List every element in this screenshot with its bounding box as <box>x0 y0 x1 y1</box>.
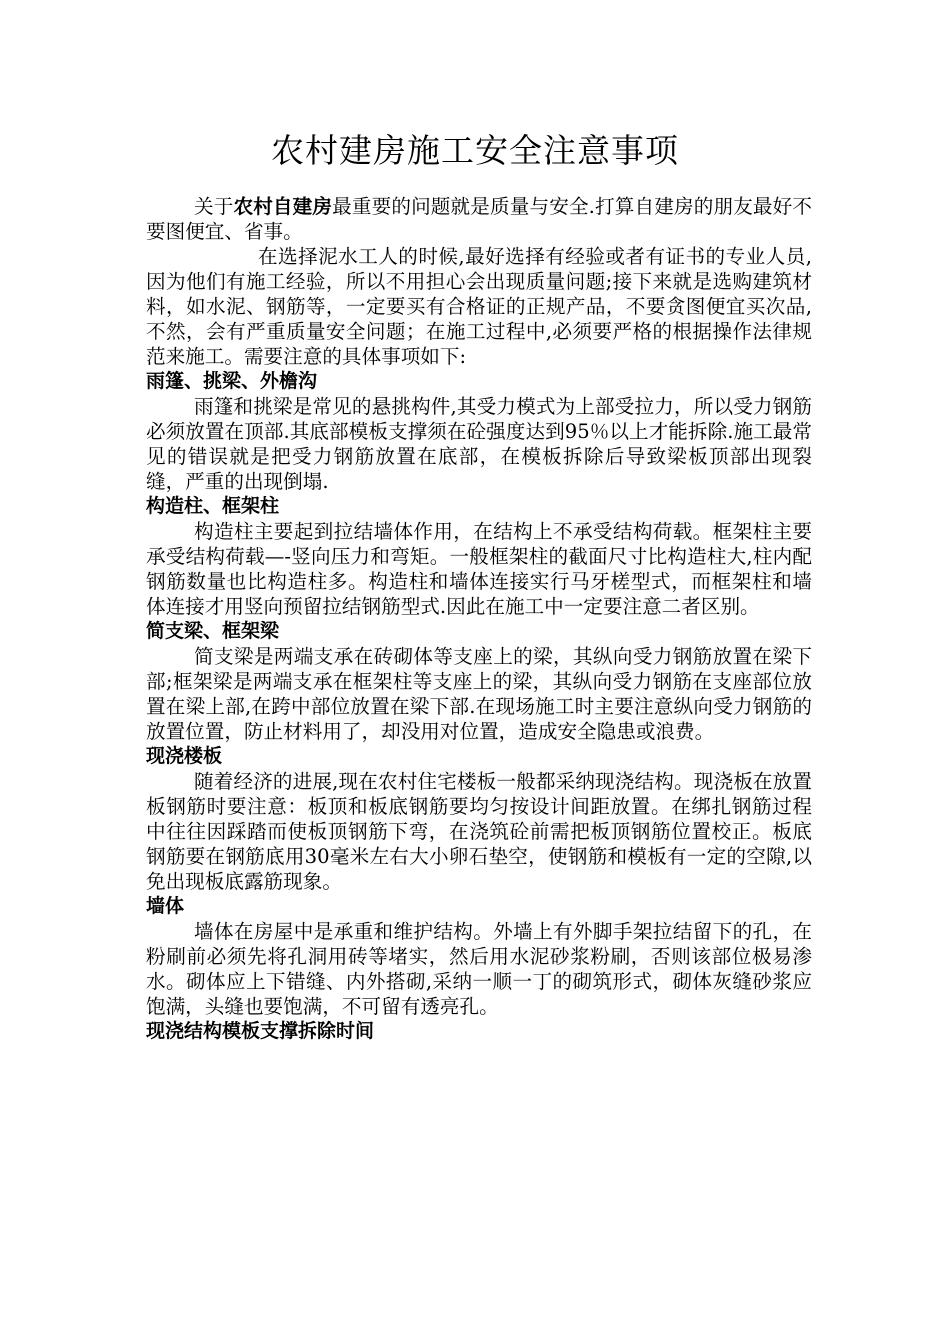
document-title: 农村建房施工安全注意事项 <box>271 131 679 170</box>
section-text-columns: 构造柱主要起到拉结墙体作用，在结构上不承受结构荷载。框架柱主要承受结构荷载—-竖向压力和弯矩。一般框架柱的截面尺寸比构造柱大,柱内配钢筋数量也比构造柱多。构造柱和墙体连接实行马牙槎型式，而框架柱和墙体连接才用竖向预留拉结钢筋型式.因此在施工中一定要注意二者区别。 <box>146 520 812 618</box>
intro-prefix: 关于 <box>194 195 234 218</box>
intro-paragraph-2: 在选择泥水工人的时候,最好选择有经验或者有证书的专业人员,因为他们有施工经验，所以不用担心会出现质量问题;接下来就是选购建筑材料，如水泥、钢筋等，一定要买有合格证的正规产品，不要贪图便宜买次品,不然，会有严重质量安全问题；在施工过程中,必须要严格的根据操作法律规范来施工。需要注意的具体事项如下: <box>146 245 812 368</box>
section-text-slab: 随着经济的进展,现在农村住宅楼板一般都采纳现浇结构。现浇板在放置板钢筋时要注意：板顶和板底钢筋要均匀按设计间距放置。在绑扎钢筋过程中往往因踩踏而使板顶钢筋下弯，在浇筑砼前需把板顶钢筋位置校正。板底钢筋要在钢筋底用30毫米左右大小卵石垫空，使钢筋和模板有一定的空隙,以免出现板底露筋现象。 <box>146 770 812 893</box>
section-text-wall: 墙体在房屋中是承重和维护结构。外墙上有外脚手架拉结留下的孔，在粉刷前必须先将孔洞用砖等堵实，然后用水泥砂浆粉刷，否则该部位极易渗水。砌体应上下错缝、内外搭砌,采纳一顺一丁的砌筑形式，砌体灰缝砂浆应饱满，头缝也要饱满，不可留有透亮孔。 <box>146 920 812 1018</box>
section-heading-formwork: 现浇结构模板支撑拆除时间 <box>146 1020 375 1042</box>
section-heading-beams: 简支梁、框架梁 <box>146 620 280 642</box>
intro-paragraph-1 <box>146 194 812 244</box>
intro-suffix: 最重要的问题就是质量与安全.打算自建房的朋友最好不要图便宜、省事。 <box>146 195 812 243</box>
section-text-canopy: 雨篷和挑梁是常见的悬挑构件,其受力模式为上部受拉力，所以受力钢筋必须放置在顶部.其底部模板支撑须在砼强度达到95％以上才能拆除.施工最常见的错误就是把受力钢筋放置在底部，在模板拆除后导致梁板顶部出现裂缝，严重的出现倒塌. <box>146 395 812 493</box>
section-heading-slab: 现浇楼板 <box>146 745 223 767</box>
intro-keyword: 农村自建房 <box>233 195 333 218</box>
section-heading-columns: 构造柱、框架柱 <box>146 495 280 517</box>
section-heading-canopy: 雨篷、挑梁、外檐沟 <box>146 370 318 392</box>
document-body <box>146 194 812 1044</box>
section-heading-wall: 墙体 <box>146 895 185 917</box>
section-text-beams: 简支梁是两端支承在砖砌体等支座上的梁，其纵向受力钢筋放置在梁下部;框架梁是两端支承在框架柱等支座上的梁，其纵向受力钢筋在支座部位放置在梁上部,在跨中部位放置在梁下部.在现场施工时主要注意纵向受力钢筋的放置位置，防止材料用了，却没用对位置，造成安全隐患或浪费。 <box>146 645 812 743</box>
